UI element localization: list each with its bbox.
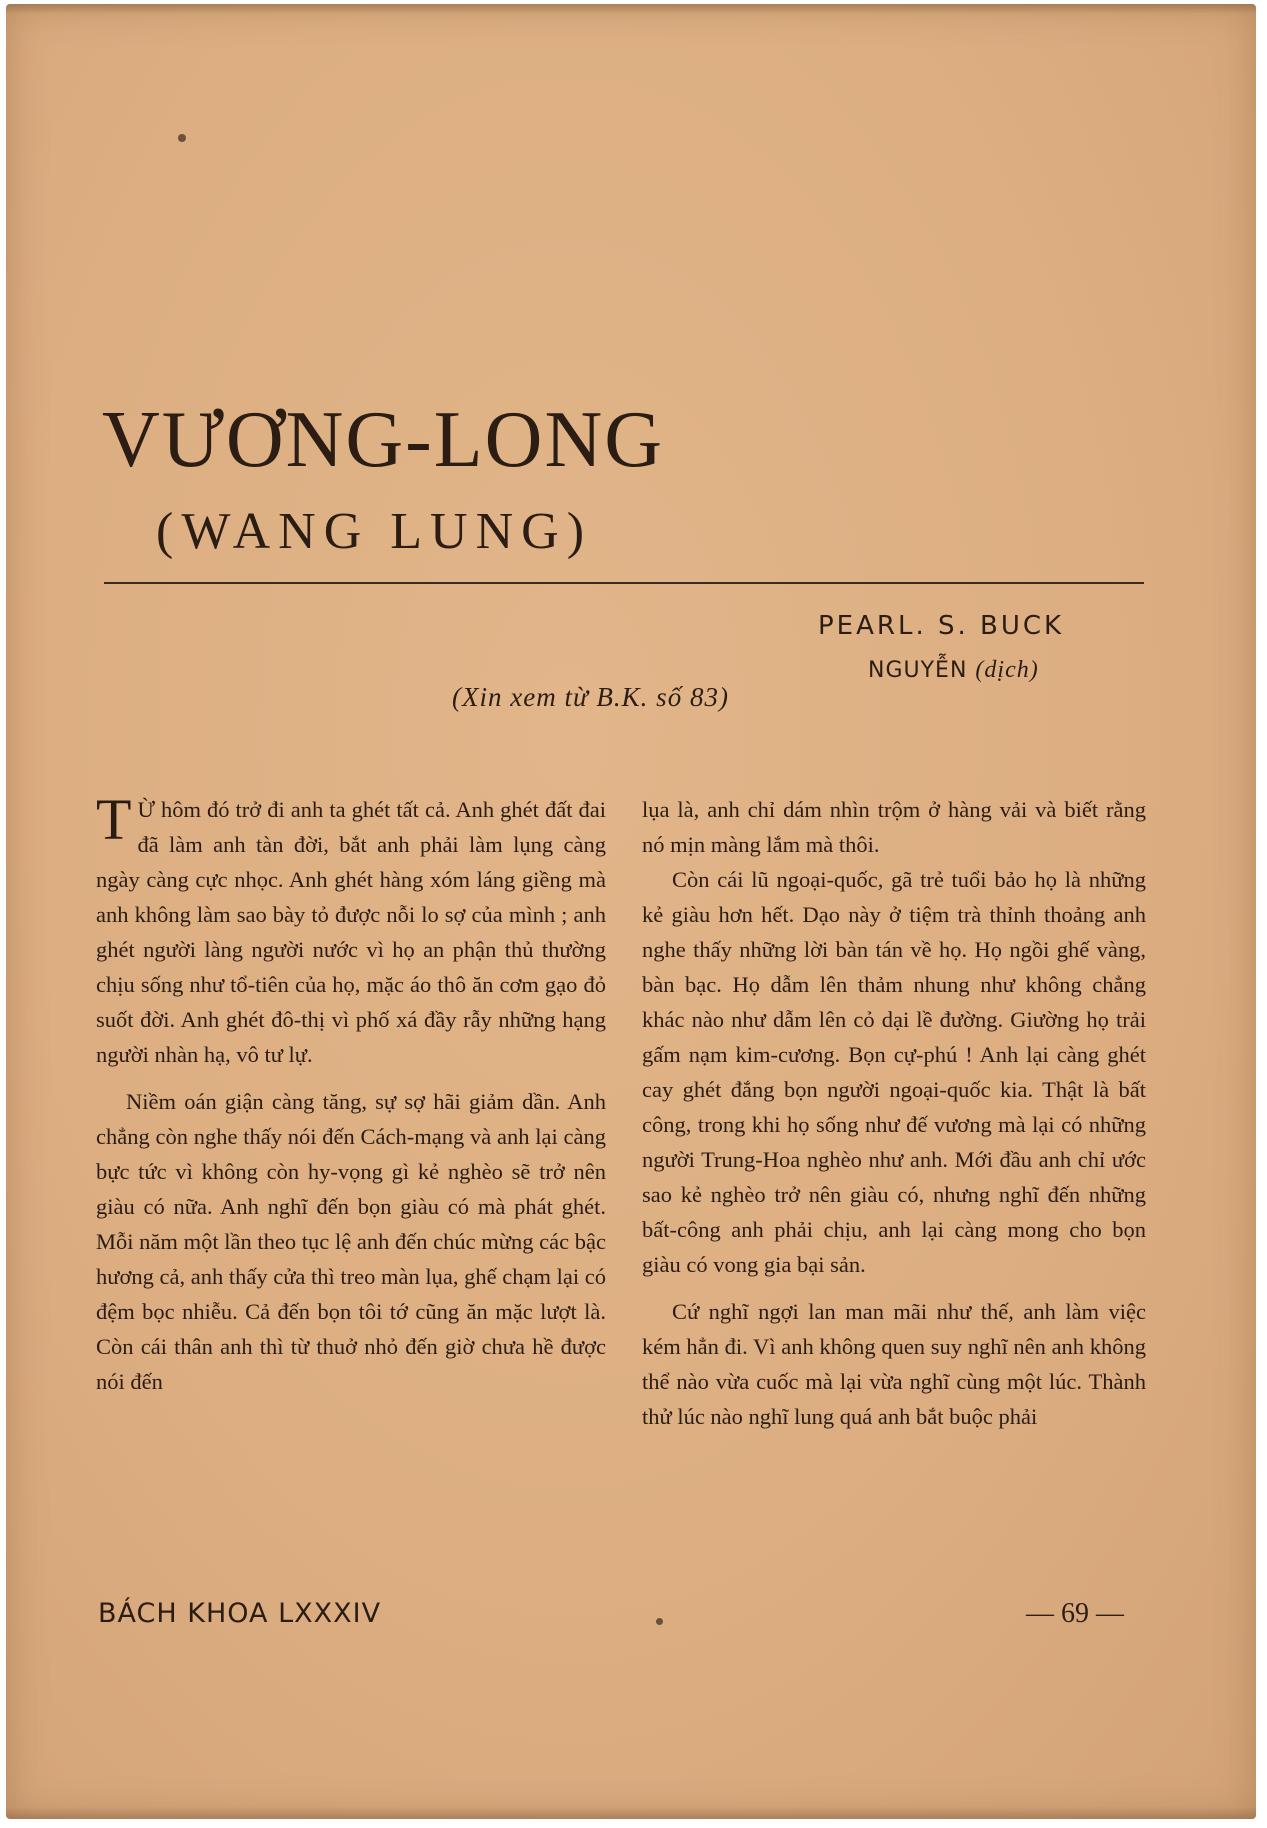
- publication-footer: BÁCH KHOA LXXXIV: [98, 1598, 382, 1629]
- page-top-edge: [6, 4, 1256, 14]
- translator-name: NGUYỄN: [868, 658, 968, 683]
- translator-note: (dịch): [975, 657, 1039, 683]
- ink-speck: [656, 1618, 663, 1625]
- ink-speck: [178, 134, 186, 142]
- article-subtitle: (WANG LUNG): [156, 503, 593, 560]
- author-name: PEARL. S. BUCK: [818, 611, 1065, 641]
- paragraph: lụa là, anh chỉ dám nhìn trộm ở hàng vải và biết rằng nó mịn màng lắm mà thôi.: [642, 797, 1146, 857]
- left-column: [96, 787, 606, 1399]
- drop-cap: T: [96, 787, 132, 852]
- paragraph-text: Ừ hôm đó trở đi anh ta ghét tất cả. Anh ghét đất đai đã làm anh tàn đời, bắt anh phải làm lụng càng ngày càng cực nhọc. Anh ghét hàng xóm láng giềng mà anh không làm sao bày tỏ được nỗi lo sợ của mình ; anh ghét người làng người nước vì họ an phận thủ thường chịu sống như tổ-tiên của họ, mặc áo thô ăn cơm gạo đỏ suốt đời. Anh ghét đô-thị vì phố xá đầy rẫy những hạng người nhàn hạ, vô tư lự.: [96, 797, 606, 1067]
- magazine-page: [6, 4, 1256, 1819]
- article-title: VƯƠNG-LONG: [102, 396, 664, 484]
- right-column: [642, 792, 1146, 1434]
- continued-from-note: (Xin xem từ B.K. số 83): [452, 682, 729, 712]
- title-divider: [104, 582, 1144, 584]
- page-number: — 69 —: [1026, 1598, 1124, 1629]
- paragraph: Niềm oán giận càng tăng, sự sợ hãi giảm dần. Anh chẳng còn nghe thấy nói đến Cách-mạng và anh lại càng bực tức vì không còn hy-vọng gì kẻ nghèo sẽ trở nên giàu có nữa. Anh nghĩ đến bọn giàu có mà phát ghét. Mỗi năm một lần theo tục lệ anh đến chúc mừng các bậc hương cả, anh thấy cửa thì treo màn lụa, ghế chạm lại có đệm bọc nhiễu. Cả đến bọn tôi tớ cũng ăn mặc lượt là. Còn cái thân anh thì từ thuở nhỏ đến giờ chưa hề được nói đến: [96, 1089, 606, 1394]
- paragraph: Cứ nghĩ ngợi lan man mãi như thế, anh làm việc kém hẳn đi. Vì anh không quen suy nghĩ nên anh không thể nào vừa cuốc mà lại vừa nghĩ cùng một lúc. Thành thử lúc nào nghĩ lung quá anh bắt buộc phải: [642, 1299, 1146, 1429]
- paragraph: [96, 787, 606, 1072]
- page-bottom-edge: [6, 1807, 1256, 1819]
- translator-credit: [868, 658, 1039, 682]
- paragraph: Còn cái lũ ngoại-quốc, gã trẻ tuổi bảo họ là những kẻ giàu hơn hết. Dạo này ở tiệm trà thỉnh thoảng anh nghe thấy những lời bàn tán về họ. Họ ngồi ghế vàng, bàn bạc. Họ dẫm lên thảm nhung như không chẳng khác nào như dẫm lên cỏ dại lề đường. Giường họ trải gấm nạm kim-cương. Bọn cự-phú ! Anh lại càng ghét cay ghét đắng bọn người ngoại-quốc kia. Thật là bất công, trong khi họ sống như đế vương mà lại có những người Trung-Hoa nghèo như anh. Mới đầu anh chỉ ước sao kẻ nghèo trở nên giàu có, nhưng nghĩ đến những bất-công anh phải chịu, anh lại càng mong cho bọn giàu có vong gia bại sản.: [642, 867, 1146, 1277]
